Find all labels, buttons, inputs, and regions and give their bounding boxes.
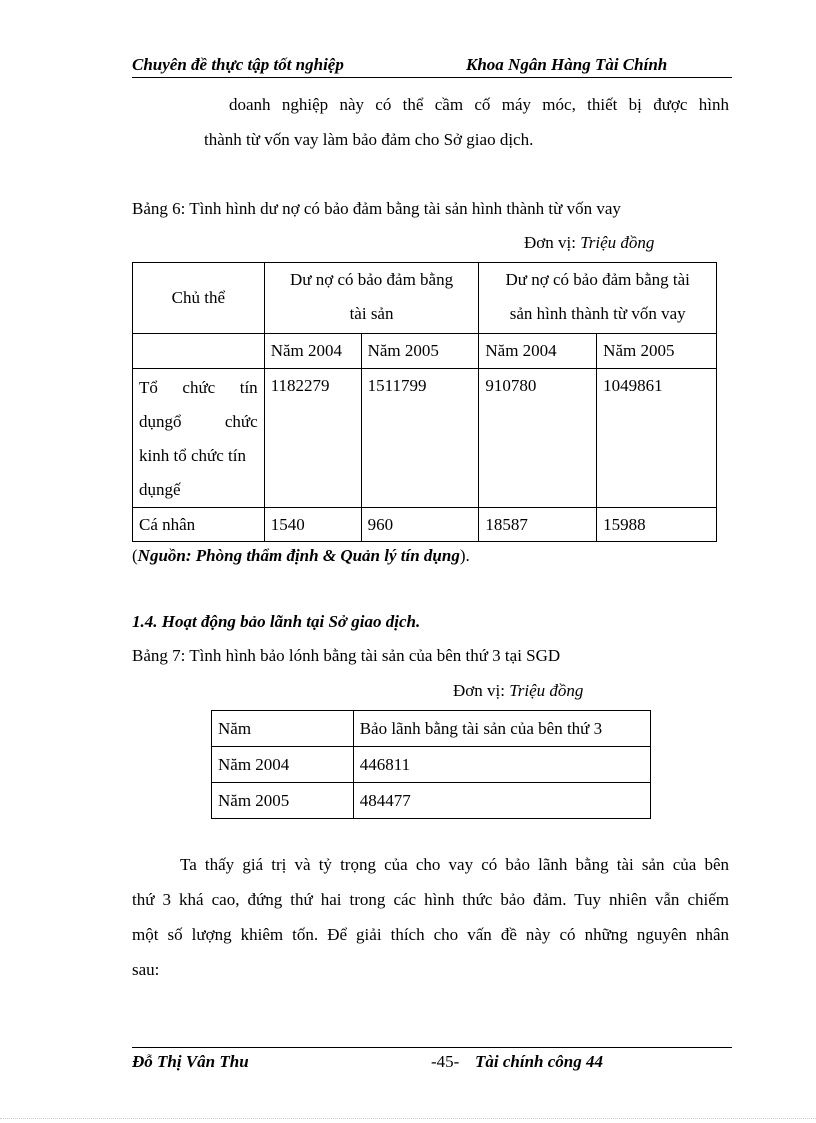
table7 [211, 710, 651, 819]
section-heading: 1.4. Hoạt động bảo lãnh tại Sở giao dịch. [132, 612, 421, 631]
table-row [133, 508, 717, 542]
table6-unit [524, 233, 654, 253]
table7-unit [453, 681, 583, 701]
source-close-paren: ). [459, 546, 470, 565]
table6-value-cell: 910780 [479, 369, 597, 508]
table6-header-row [133, 263, 717, 334]
table7-cell: Năm 2005 [212, 783, 354, 819]
table7-header-row [212, 711, 651, 747]
paragraph-line-4: sau: [132, 960, 160, 979]
table6-caption: Bảng 6: Tình hình dư nợ có bảo đảm bằng tài sản hình thành từ vốn vay [132, 199, 621, 218]
paragraph-line-1: Ta thấy giá trị và tỷ trọng của cho vay có bảo lãnh bằng tài sản của bên [180, 855, 729, 874]
paragraph-line-3: một số lượng khiêm tốn. Để giải thích cho vấn đề này có những nguyên nhân [132, 925, 729, 944]
table6-value-cell: 18587 [479, 508, 597, 542]
table6-subject-cell [133, 369, 265, 508]
table6-subject-line: Tổ chức tín [139, 378, 258, 397]
table6 [132, 262, 717, 542]
table-row [212, 747, 651, 783]
table6-unit-label: Đơn vị: [524, 233, 576, 252]
table6-year-cell: Năm 2004 [264, 334, 361, 369]
intro-line-2: thành từ vốn vay làm bảo đảm cho Sở giao dịch. [204, 130, 534, 149]
footer-course: Tài chính công 44 [475, 1052, 603, 1071]
header-rule [132, 77, 732, 78]
table-row [133, 369, 717, 508]
paragraph-line-2: thứ 3 khá cao, đứng thứ hai trong các hình thức bảo đảm. Tuy nhiên vẫn chiếm [132, 890, 729, 909]
table6-header-group1 [264, 263, 479, 334]
table6-group1-line1: Dư nợ có bảo đảm bằng [289, 270, 454, 289]
table6-year-row [133, 334, 717, 369]
table6-subject-line: dụngế [139, 480, 181, 499]
table6-year-cell: Năm 2005 [597, 334, 717, 369]
table6-group2-line1: Dư nợ có bảo đảm bằng tài [505, 270, 690, 289]
header-right-title: Khoa Ngân Hàng Tài Chính [466, 55, 668, 74]
table6-subject-line: kinh tổ chức tín [139, 446, 246, 465]
table6-year-blank [133, 334, 265, 369]
table6-subject-line: dụngổ chức [139, 412, 258, 431]
page-edge-dotted-line [0, 1118, 816, 1119]
table6-unit-value: Triệu đồng [580, 233, 655, 252]
table6-subject-cell: Cá nhân [133, 508, 265, 542]
table7-cell: 484477 [353, 783, 650, 819]
table7-caption: Bảng 7: Tình hình bảo lónh bằng tài sản của bên thứ 3 tại SGD [132, 646, 561, 665]
table6-header-subject: Chủ thể [133, 263, 265, 334]
table6-value-cell: 1182279 [264, 369, 361, 508]
intro-line-1: doanh nghiệp này có thể cầm cố máy móc, thiết bị được hình [229, 95, 729, 114]
source-text: Nguồn: Phòng thẩm định & Quản lý tín dụng [137, 546, 460, 565]
table6-source [132, 546, 470, 566]
table7-header-cell: Năm [212, 711, 354, 747]
table7-cell: Năm 2004 [212, 747, 354, 783]
header-left-title: Chuyên đề thực tập tốt nghiệp [132, 55, 344, 74]
table7-cell: 446811 [353, 747, 650, 783]
table6-group1-line2: tài sản [349, 304, 394, 323]
table7-header-cell: Bảo lãnh bằng tài sản của bên thứ 3 [353, 711, 650, 747]
footer-rule [132, 1047, 732, 1048]
table6-value-cell: 1049861 [597, 369, 717, 508]
table7-unit-label: Đơn vị: [453, 681, 505, 700]
table6-group2-line2: sản hình thành từ vốn vay [509, 304, 686, 323]
table6-value-cell: 1540 [264, 508, 361, 542]
table6-value-cell: 15988 [597, 508, 717, 542]
table6-value-cell: 960 [361, 508, 479, 542]
table6-header-group2 [479, 263, 717, 334]
table6-year-cell: Năm 2005 [361, 334, 479, 369]
table6-year-cell: Năm 2004 [479, 334, 597, 369]
footer-author: Đỗ Thị Vân Thu [132, 1052, 249, 1071]
table7-unit-value: Triệu đồng [509, 681, 584, 700]
table6-value-cell: 1511799 [361, 369, 479, 508]
table-row [212, 783, 651, 819]
source-open-paren: ( [132, 546, 138, 565]
footer-page-number: -45- [431, 1052, 460, 1071]
